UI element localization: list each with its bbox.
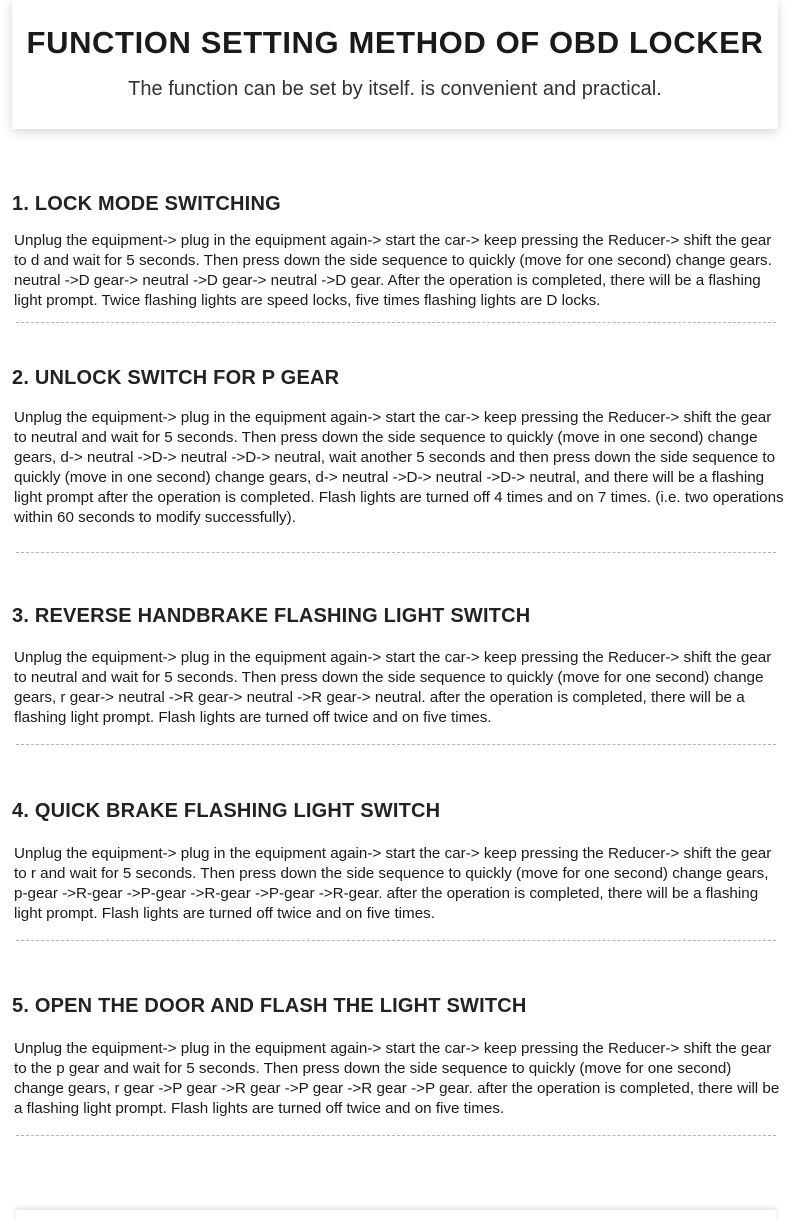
section-body: Unplug the equipment-> plug in the equipment again-> start the car-> keep pressing the Reducer-> shift the gear to the p gear and wait for 5 seconds. Then press down the side sequence to quickly (move for one second) change gears, r gear ->P gear ->R gear ->P gear ->R gear ->P gear. after the operation is completed, there will be a flashing light prompt. Flash lights are turned off twice and on five times. [14,1040,780,1117]
section-heading: 3. REVERSE HANDBRAKE FLASHING LIGHT SWITCH [12,605,531,627]
page-title: FUNCTION SETTING METHOD OF OBD LOCKER [26,25,764,60]
section-heading: 5. OPEN THE DOOR AND FLASH THE LIGHT SWITCH [12,995,527,1017]
section-body: Unplug the equipment-> plug in the equipment again-> start the car-> keep pressing the Reducer-> shift the gear to neutral and wait for 5 seconds. Then press down the side sequence to quickly (move in one second) change gears, d-> neutral ->D-> neutral ->D-> neutral, wait another 5 seconds and then press down the side sequence to quickly (move in one second) change gears, d-> neutral ->D-> neutral ->D-> neutral, and there will be a flashing light prompt after the operation is completed. Flash lights are turned off 4 times and on 7 times. (i.e. two operations within 60 seconds to modify successfully). [14,409,784,526]
section-body: Unplug the equipment-> plug in the equipment again-> start the car-> keep pressing the Reducer-> shift the gear to neutral and wait for 5 seconds. Then press down the side sequence to quickly (move for one second) change gears, r gear-> neutral ->R gear-> neutral ->R gear-> neutral. after the operation is completed, there will be a flashing light prompt. Flash lights are turned off twice and on five times. [14,649,772,726]
section-heading: 2. UNLOCK SWITCH FOR P GEAR [12,367,340,389]
section-divider [16,1135,776,1136]
section-heading: 4. QUICK BRAKE FLASHING LIGHT SWITCH [12,800,441,822]
header-card [12,0,778,129]
section-heading: 1. LOCK MODE SWITCHING [12,193,281,215]
section-divider [16,744,776,745]
section-quick-brake-flashing-light [12,800,784,922]
section-divider [16,322,776,323]
section-body: Unplug the equipment-> plug in the equipment again-> start the car-> keep pressing the Reducer-> shift the gear to r and wait for 5 seconds. Then press down the side sequence to quickly (move for one second) change gears, p-gear ->R-gear ->P-gear ->R-gear ->P-gear ->R-gear. after the operation is completed, there will be a flashing light prompt. Flash lights are turned off twice and on five times. [14,845,772,922]
section-divider [16,552,776,553]
section-unlock-switch-p-gear [12,367,784,526]
footer-card-edge [16,1210,776,1222]
section-body: Unplug the equipment-> plug in the equipment again-> start the car-> keep pressing the Reducer-> shift the gear to d and wait for 5 seconds. Then press down the side sequence to quickly (move for one second) change gears. neutral ->D gear-> neutral ->D gear-> neutral ->D gear. After the operation is completed, there will be a flashing light prompt. Twice flashing lights are speed locks, five times flashing lights are D locks. [14,232,772,309]
section-lock-mode-switching [12,193,784,309]
section-open-door-flash-light [12,995,784,1117]
section-reverse-handbrake-flashing-light [12,605,784,726]
page-subtitle: The function can be set by itself. is convenient and practical. [128,78,662,100]
section-divider [16,940,776,941]
